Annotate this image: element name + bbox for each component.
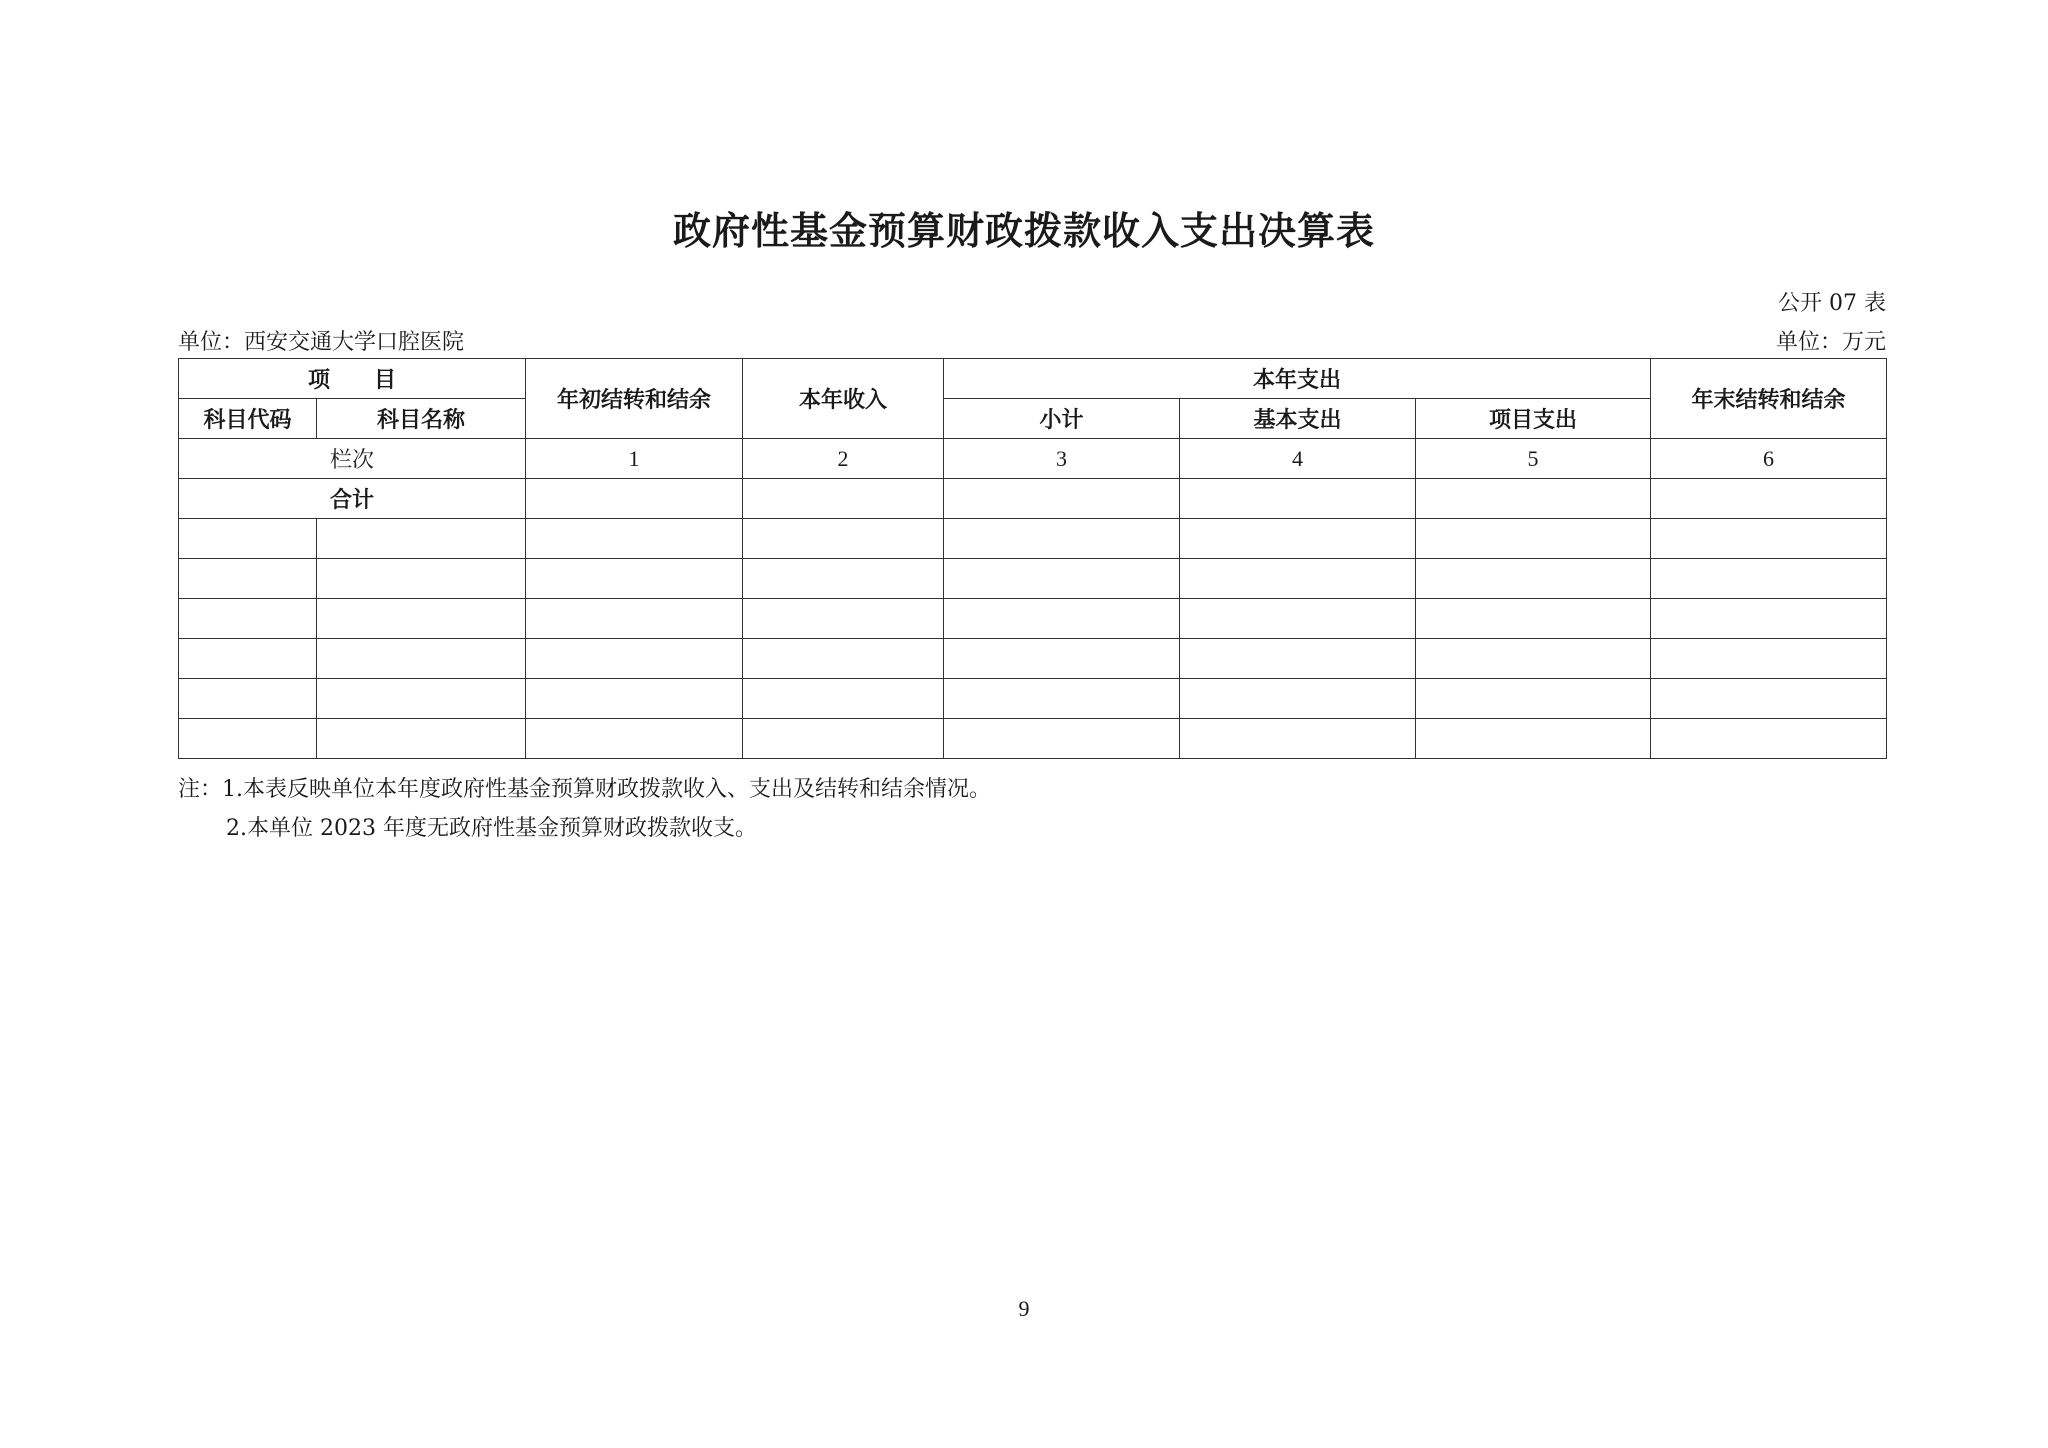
- table-cell: [1416, 559, 1651, 599]
- table-cell: [1180, 479, 1416, 519]
- table-cell: [743, 519, 944, 559]
- table-row: [179, 519, 1887, 559]
- header-end-balance: 年末结转和结余: [1651, 359, 1887, 439]
- table-cell: [1416, 599, 1651, 639]
- table-cell: [526, 639, 743, 679]
- table-cell: [526, 519, 743, 559]
- table-cell: [317, 679, 526, 719]
- header-item: 项 目: [179, 359, 526, 399]
- header-row-1: [179, 359, 1887, 399]
- table-cell: [179, 519, 317, 559]
- header-expense: 本年支出: [944, 359, 1651, 399]
- table-cell: [317, 519, 526, 559]
- table-cell: [179, 559, 317, 599]
- table-cell: [317, 559, 526, 599]
- table-cell: [1651, 639, 1887, 679]
- table-cell: [526, 559, 743, 599]
- table-cell: [1651, 719, 1887, 759]
- table-cell: [743, 639, 944, 679]
- table-cell: [944, 679, 1180, 719]
- table-cell: [944, 519, 1180, 559]
- table-cell: [743, 599, 944, 639]
- table-cell: [1651, 519, 1887, 559]
- page-number: 9: [1018, 1296, 1030, 1321]
- table-cell: [1416, 679, 1651, 719]
- table-cell: [179, 599, 317, 639]
- header-row-2: [179, 399, 1887, 439]
- table-cell: [1180, 599, 1416, 639]
- header-income: 本年收入: [743, 359, 944, 439]
- table-row: [179, 559, 1887, 599]
- table-cell: [1651, 479, 1887, 519]
- table-cell: [317, 639, 526, 679]
- column-number-2: 2: [743, 439, 944, 479]
- column-index-row: [179, 439, 1887, 479]
- table-cell: [743, 559, 944, 599]
- page-title: 政府性基金预算财政拨款收入支出决算表: [672, 209, 1375, 253]
- table-cell: [1651, 679, 1887, 719]
- table-cell: [944, 599, 1180, 639]
- table-cell: [1416, 519, 1651, 559]
- table-cell: [743, 679, 944, 719]
- table-cell: [743, 719, 944, 759]
- table-cell: [1180, 639, 1416, 679]
- table-cell: [1416, 719, 1651, 759]
- header-project-expense: 项目支出: [1416, 399, 1651, 439]
- table-cell: [1416, 479, 1651, 519]
- table-cell: [179, 639, 317, 679]
- column-number-1: 1: [526, 439, 743, 479]
- table-cell: [944, 639, 1180, 679]
- table-row: [179, 719, 1887, 759]
- header-subject-code: 科目代码: [179, 399, 317, 439]
- header-begin-balance: 年初结转和结余: [526, 359, 743, 439]
- table-cell: [179, 719, 317, 759]
- table-cell: [526, 719, 743, 759]
- table-cell: [944, 719, 1180, 759]
- table-cell: [526, 479, 743, 519]
- column-number-6: 6: [1651, 439, 1887, 479]
- header-subject-name: 科目名称: [317, 399, 526, 439]
- table-cell: [1180, 679, 1416, 719]
- table-cell: [179, 679, 317, 719]
- budget-table: [178, 358, 1887, 759]
- table-cell: [1180, 559, 1416, 599]
- table-cell: [743, 479, 944, 519]
- header-subtotal: 小计: [944, 399, 1180, 439]
- table-row: [179, 679, 1887, 719]
- table-cell: [526, 679, 743, 719]
- note-1: 注：1.本表反映单位本年度政府性基金预算财政拨款收入、支出及结转和结余情况。: [178, 777, 991, 802]
- table-code: 公开 07 表: [1778, 291, 1886, 316]
- table-cell: [944, 559, 1180, 599]
- table-cell: [317, 599, 526, 639]
- table-cell: [1180, 519, 1416, 559]
- total-row: [179, 479, 1887, 519]
- table-cell: [1416, 639, 1651, 679]
- column-index-label: 栏次: [179, 439, 526, 479]
- column-number-5: 5: [1416, 439, 1651, 479]
- note-2: 2.本单位 2023 年度无政府性基金预算财政拨款收支。: [226, 816, 757, 841]
- reporting-unit: 单位：西安交通大学口腔医院: [178, 330, 465, 355]
- header-basic-expense: 基本支出: [1180, 399, 1416, 439]
- table-row: [179, 639, 1887, 679]
- total-label: 合计: [179, 479, 526, 519]
- currency-unit: 单位：万元: [1775, 330, 1886, 355]
- table-cell: [944, 479, 1180, 519]
- column-number-4: 4: [1180, 439, 1416, 479]
- table-cell: [1651, 559, 1887, 599]
- table-cell: [317, 719, 526, 759]
- column-number-3: 3: [944, 439, 1180, 479]
- table-row: [179, 599, 1887, 639]
- table-cell: [1651, 599, 1887, 639]
- table-cell: [526, 599, 743, 639]
- table-cell: [1180, 719, 1416, 759]
